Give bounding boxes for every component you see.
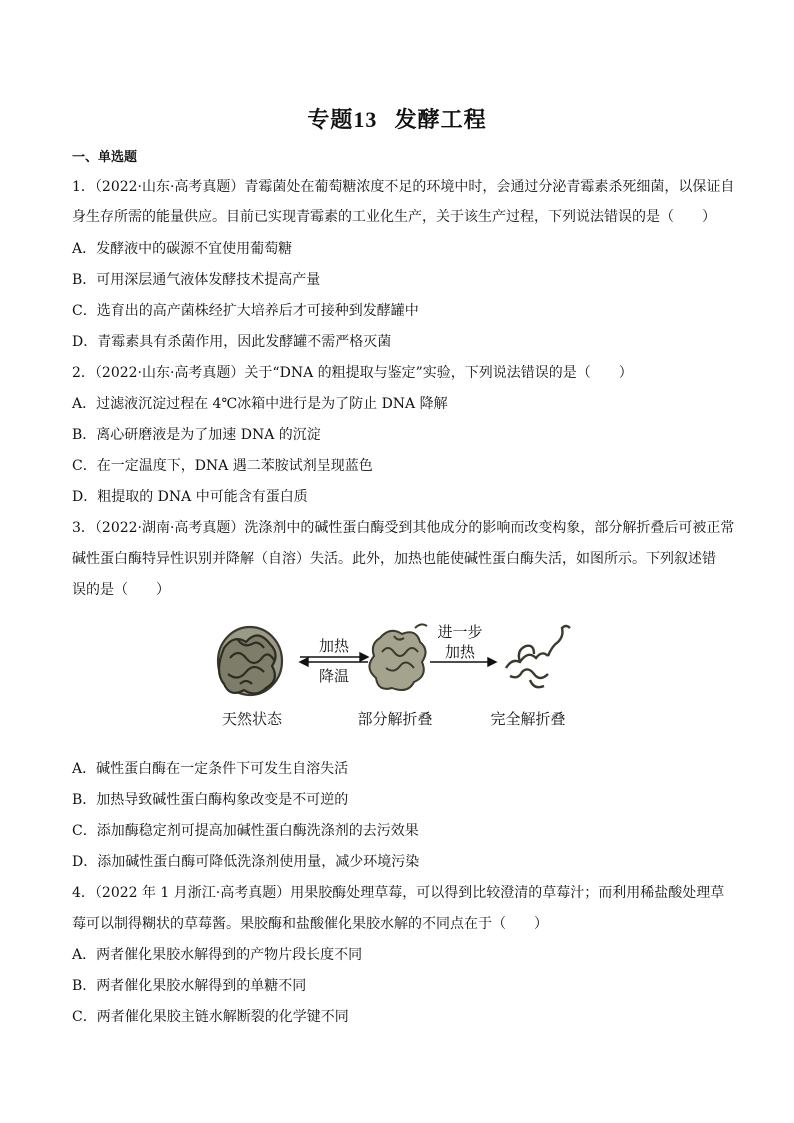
- question-1-option-a: A．发酵液中的碳源不宜使用葡萄糖: [72, 241, 293, 257]
- question-1-line-2: 身生存所需的能量供应。目前已实现青霉素的工业化生产，关于该生产过程，下列说法错误的是（ ）: [72, 209, 716, 225]
- partially-unfolded-protein-icon: [369, 624, 427, 690]
- title-number: 13: [353, 107, 378, 132]
- question-1-option-c: C．选育出的高产菌株经扩大培养后才可接种到发酵罐中: [72, 303, 419, 319]
- section-heading: 一、单选题: [72, 150, 138, 165]
- question-1-option-d: D．青霉素具有杀菌作用，因此发酵罐不需严格灭菌: [72, 334, 392, 350]
- question-2-option-b: B．离心研磨液是为了加速 DNA 的沉淀: [72, 427, 321, 443]
- question-2-option-c: C．在一定温度下，DNA 遇二苯胺试剂呈现蓝色: [72, 458, 373, 474]
- question-2-option-d: D．粗提取的 DNA 中可能含有蛋白质: [72, 489, 308, 505]
- question-3-option-a: A．碱性蛋白酶在一定条件下可发生自溶失活: [72, 761, 349, 777]
- question-4-option-a: A．两者催化果胶水解得到的产物片段长度不同: [72, 947, 363, 963]
- question-2-option-a: A．过滤液沉淀过程在 4℃冰箱中进行是为了防止 DNA 降解: [72, 396, 448, 412]
- question-3-line-2: 碱性蛋白酶特异性识别并降解（自溶）失活。此外，加热也能使碱性蛋白酶失活，如图所示。下列叙述错: [72, 551, 716, 567]
- fully-unfolded-protein-icon: [506, 626, 570, 687]
- question-4-option-c: C．两者催化果胶主链水解断裂的化学键不同: [72, 1009, 349, 1025]
- arrow1-top-label: 加热: [318, 637, 350, 655]
- question-2-line-1: 2．（2022·山东·高考真题）关于“DNA 的粗提取与鉴定”实验，下列说法错误的是（ ）: [72, 365, 633, 381]
- question-3-option-b: B．加热导致碱性蛋白酶构象改变是不可逆的: [72, 792, 349, 808]
- question-4-option-b: B．两者催化果胶水解得到的单糖不同: [72, 978, 307, 994]
- page-title: [0, 103, 794, 134]
- question-3-option-c: C．添加酶稳定剂可提高加碱性蛋白酶洗涤剂的去污效果: [72, 823, 419, 839]
- protein-unfolding-diagram: [210, 618, 580, 736]
- protein-unfolding-figure: [210, 618, 580, 736]
- partially-unfolded-label: 部分解折叠: [357, 710, 433, 728]
- title-suffix: 发酵工程: [377, 108, 487, 133]
- native-state-protein-icon: [218, 627, 282, 695]
- question-3-option-d: D．添加碱性蛋白酶可降低洗涤剂使用量，减少环境污染: [72, 854, 420, 870]
- arrow2-top-label: 进一步: [437, 623, 483, 641]
- question-4-line-2: 莓可以制得糊状的草莓酱。果胶酶和盐酸催化果胶水解的不同点在于（ ）: [72, 916, 548, 932]
- title-prefix: 专题: [307, 108, 354, 133]
- native-state-label: 天然状态: [221, 710, 283, 728]
- question-3-line-3: 误的是（ ）: [72, 582, 170, 598]
- question-4-line-1: 4．（2022 年 1 月浙江·高考真题）用果胶酶处理草莓，可以得到比较澄清的草莓汁；而利用稀盐酸处理草: [72, 885, 725, 901]
- question-1-option-b: B．可用深层通气液体发酵技术提高产量: [72, 272, 321, 288]
- fully-unfolded-label: 完全解折叠: [490, 710, 566, 728]
- question-3-line-1: 3．（2022·湖南·高考真题）洗涤剂中的碱性蛋白酶受到其他成分的影响而改变构象，部分解折叠后可被正常: [72, 520, 735, 536]
- question-1-line-1: 1．（2022·山东·高考真题）青霉菌处在葡萄糖浓度不足的环境中时，会通过分泌青霉素杀死细菌，以保证自: [72, 179, 735, 195]
- arrow2-bottom-label: 加热: [444, 643, 476, 661]
- arrow1-bottom-label: 降温: [318, 667, 350, 685]
